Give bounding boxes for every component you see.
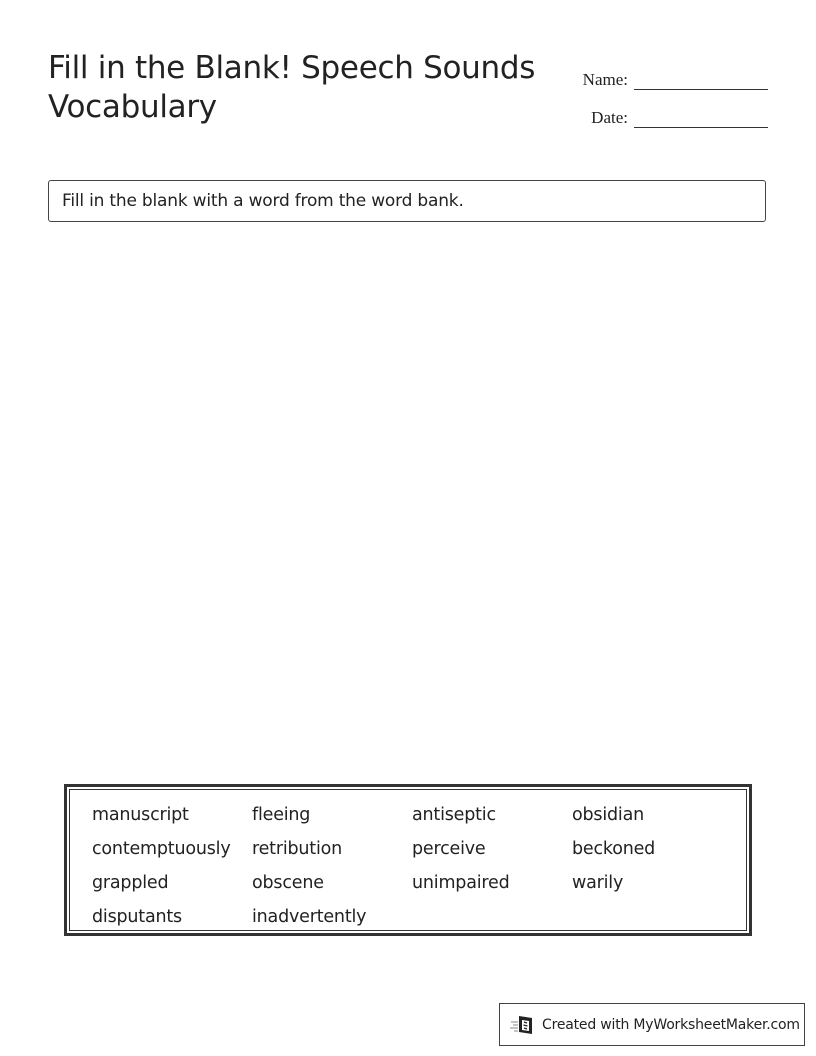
word-bank-item: antiseptic [412,805,496,825]
word-bank-item: unimpaired [412,873,510,893]
word-bank-item: perceive [412,839,486,859]
name-label: Name: [582,70,628,89]
footer-credit[interactable] [499,1003,805,1046]
word-bank-item: fleeing [252,805,311,825]
date-blank-line[interactable] [634,103,768,128]
word-bank-item: manuscript [92,805,189,825]
word-bank-item: warily [572,873,624,893]
worksheet-logo-icon [510,1014,536,1036]
word-bank-item: obsidian [572,805,644,825]
date-label: Date: [591,108,628,127]
word-bank-grid [92,800,746,936]
student-info [548,52,768,128]
name-blank-line[interactable] [634,65,768,90]
footer-text: Created with MyWorksheetMaker.com [542,1016,800,1033]
word-bank-item: grappled [92,873,169,893]
word-bank-item: contemptuously [92,839,231,859]
word-bank-item: retribution [252,839,343,859]
word-bank [64,784,752,936]
word-bank-item: disputants [92,907,182,927]
name-row [548,52,768,90]
word-bank-item: obscene [252,873,324,893]
word-bank-inner [69,789,747,931]
instructions-box [48,180,766,222]
word-bank-item: beckoned [572,839,656,859]
word-bank-item: inadvertently [252,907,367,927]
date-row [548,90,768,128]
instructions-text: Fill in the blank with a word from the word bank. [62,191,464,211]
page-title: Fill in the Blank! Speech Sounds Vocabulary [48,50,536,125]
